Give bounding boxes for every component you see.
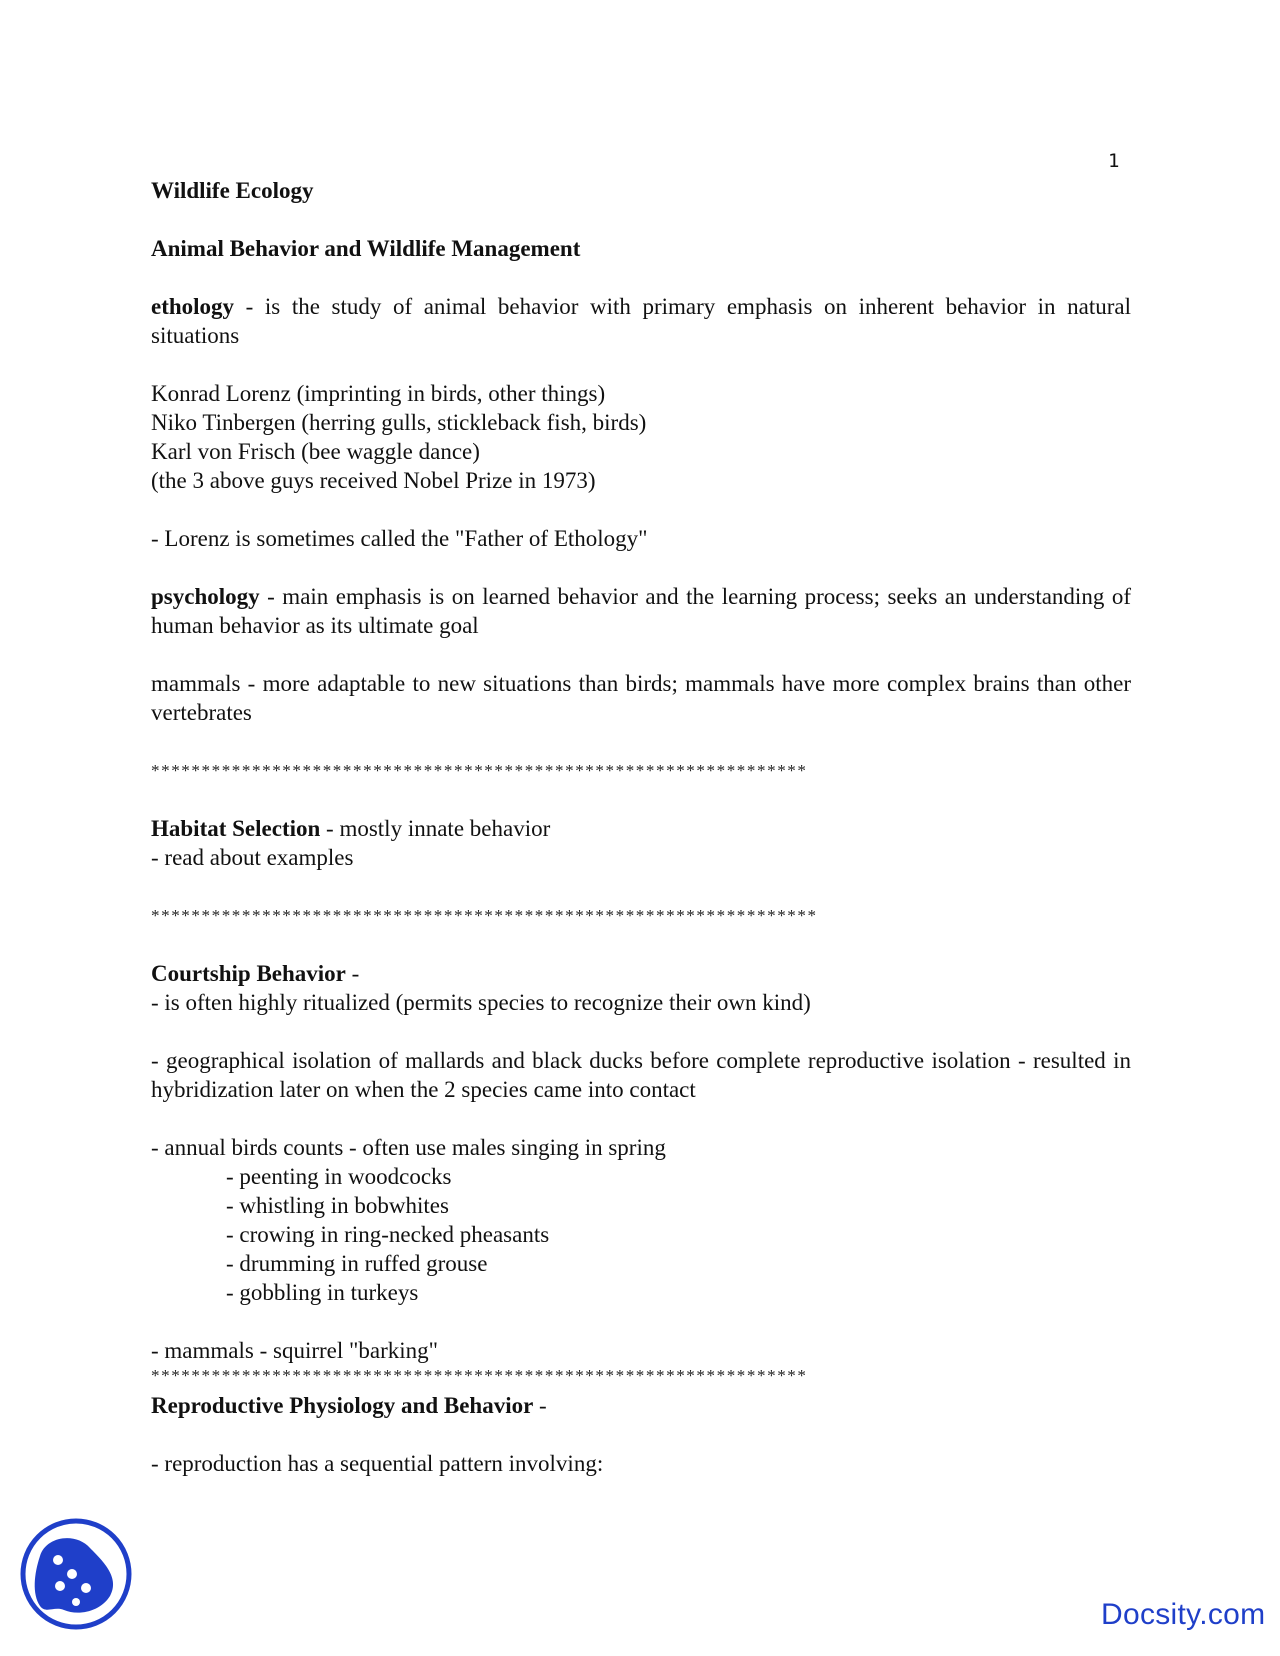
docsity-logo-icon[interactable] (20, 1518, 132, 1630)
bird-counts-intro: - annual birds counts - often use males singing in spring (151, 1135, 666, 1160)
bird-count-item: - gobbling in turkeys (226, 1280, 419, 1305)
courtship-heading: Courtship Behavior - (151, 961, 360, 986)
psychology-definition: - main emphasis is on learned behavior and the learning process; seeks an understanding of human behavior as its ultimate goal (151, 584, 1131, 638)
scientist-item: Konrad Lorenz (imprinting in birds, other things) (151, 381, 606, 406)
separator-line: ***************************************************************** (151, 1366, 808, 1385)
bird-count-item: - whistling in bobwhites (226, 1193, 449, 1218)
psychology-term: psychology (151, 584, 260, 609)
reproduction-heading: Reproductive Physiology and Behavior - (151, 1393, 547, 1418)
ethology-definition: - is the study of animal behavior with primary emphasis on inherent behavior in natural situations (151, 294, 1131, 348)
bird-count-item: - crowing in ring-necked pheasants (226, 1222, 550, 1247)
habitat-term: Habitat Selection (151, 816, 321, 841)
separator-line: ***************************************************************** (151, 761, 808, 780)
separator-line: ****************************************************************** (151, 906, 818, 925)
courtship-line: - is often highly ritualized (permits species to recognize their own kind) (151, 990, 811, 1015)
document-body (151, 176, 1131, 1478)
page-number: 1 (1108, 150, 1120, 172)
mammals-paragraph: mammals - more adaptable to new situations than birds; mammals have more complex brains than other vertebrates (151, 671, 1131, 725)
scientist-item: Niko Tinbergen (herring gulls, stickleback fish, birds) (151, 410, 647, 435)
bird-count-item: - peenting in woodcocks (226, 1164, 452, 1189)
scientist-list (151, 379, 1131, 495)
courtship-term: Courtship Behavior (151, 961, 346, 986)
reproduction-line: - reproduction has a sequential pattern involving: (151, 1451, 604, 1476)
lorenz-note: - Lorenz is sometimes called the "Father of Ethology" (151, 526, 648, 551)
scientist-note: (the 3 above guys received Nobel Prize in 1973) (151, 468, 596, 493)
habitat-note: - read about examples (151, 845, 354, 870)
scientist-item: Karl von Frisch (bee waggle dance) (151, 439, 480, 464)
ethology-term: ethology (151, 294, 235, 319)
psychology-paragraph (151, 582, 1131, 640)
docsity-brand-link[interactable]: Docsity.com (1101, 1598, 1266, 1631)
mammals-barking-note: - mammals - squirrel "barking" (151, 1338, 439, 1363)
bird-count-item: - drumming in ruffed grouse (226, 1251, 488, 1276)
ethology-paragraph (151, 292, 1131, 350)
courtship-isolation-paragraph: - geographical isolation of mallards and black ducks before complete reproductive isolation - resulted in hybridization later on when the 2 species came into contact (151, 1048, 1131, 1102)
habitat-heading (151, 814, 1131, 843)
document-subtitle: Animal Behavior and Wildlife Management (151, 236, 581, 261)
reproduction-term: Reproductive Physiology and Behavior (151, 1393, 534, 1418)
habitat-definition: - mostly innate behavior (320, 816, 551, 841)
document-title: Wildlife Ecology (151, 178, 314, 203)
